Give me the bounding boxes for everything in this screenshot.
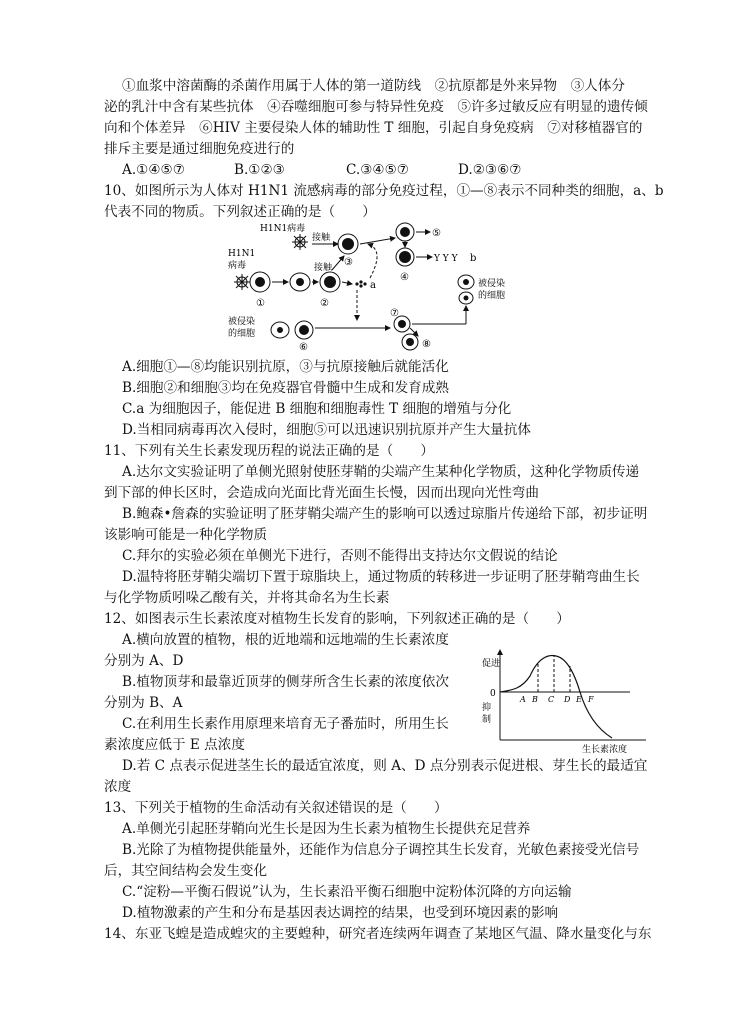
cell-8-number: ⑧ [422, 339, 431, 350]
virus-top-icon [292, 234, 308, 250]
cell-5 [396, 223, 414, 241]
cell-1-number: ① [256, 298, 265, 309]
q9-line-4: 排斥主要是通过细胞免疫进行的 [104, 141, 295, 157]
q11-line-6: D.温特将胚芽鞘尖端切下置于琼脂块上，通过物质的转移进一步证明了胚芽鞘弯曲生长 [122, 569, 640, 585]
q9-line-2: 泌的乳汁中含有某些抗体 ④吞噬细胞可参与特异性免疫 ⑤许多过敏反应有明显的遗传倾 [104, 99, 648, 115]
q12-line-3: B.植物顶芽和最靠近顶芽的侧芽所含生长素的浓度依次 [122, 674, 449, 690]
q12-line-5: C.在利用生长素作用原理来培育无子番茄时，所用生长 [122, 716, 449, 732]
graph-point-a: A [520, 695, 526, 704]
q9-option-a: A.①④⑤⑦ [122, 162, 185, 178]
q9-option-b: B.①②③ [234, 162, 285, 178]
cell-3 [338, 234, 358, 254]
q10-option-b: B.细胞②和细胞③均在免疫器官骨髓中生成和发育成熟 [122, 380, 449, 396]
infected-cell-label-1: 被侵染 [228, 317, 256, 327]
cell-2-number: ② [320, 298, 329, 309]
virus-top-label: H1N1病毒 [260, 224, 306, 234]
infected-cell-left [271, 322, 289, 338]
cell-6-number: ⑥ [299, 342, 308, 353]
graph-curve [500, 656, 612, 738]
q12-line-4: 分别为 B、A [104, 695, 183, 711]
infected-cell-label-3: 被侵染 [478, 279, 506, 289]
q13-line-1: A.单侧光引起胚芽鞘向光生长是因为生长素为植物生长提供充足营养 [122, 821, 531, 837]
q11-line-5: C.拜尔的实验必须在单侧光下进行，否则不能得出支持达尔文假说的结论 [122, 548, 558, 564]
cell-7-number: ⑦ [390, 308, 399, 319]
infected-cell-right [458, 275, 474, 304]
cell-process-shape [290, 273, 310, 291]
auxin-concentration-graph [478, 640, 653, 755]
q11-line-2: 到下部的伸长区时，会造成向光面比背光面生长慢，因而出现向光性弯曲 [104, 485, 539, 501]
antibody-marks: Y Y Y [434, 254, 458, 264]
graph-zero-label: 0 [490, 689, 496, 699]
cell-1 [250, 272, 270, 292]
q9-line-1: ①血浆中溶菌酶的杀菌作用属于人体的第一道防线 ②抗原都是外来异物 ③人体分 [122, 78, 625, 94]
substance-a-dots [355, 280, 366, 287]
q12-line-1: A.横向放置的植物，根的近地端和远地端的生长素浓度 [122, 632, 449, 648]
q10-option-a: A.细胞①—⑧均能识别抗原，③与抗原接触后就能活化 [122, 359, 449, 375]
virus-left-label-2: 病毒 [228, 261, 247, 271]
graph-point-d: D [564, 695, 571, 704]
q14-stem: 14、东亚飞蝗是造成蝗灾的主要蝗种，研究者连续两年调查了某地区气温、降水量变化与东 [104, 926, 652, 942]
infected-cell-label-2: 的细胞 [228, 329, 256, 339]
q11-stem: 11、下列有关生长素发现历程的说法正确的是（ ） [104, 443, 434, 459]
q12-stem: 12、如图表示生长素浓度对植物生长发育的影响，下列叙述正确的是（ ） [104, 611, 570, 627]
virus-left-label-1: H1N1 [228, 249, 256, 259]
q13-line-2: B.光除了为植物提供能量外，还能作为信息分子调控其生长发育，光敏色素接受光信号 [122, 842, 640, 858]
q11-line-3: B.鲍森•詹森的实验证明了胚芽鞘尖端产生的影响可以透过琼脂片传递给下部，初步证明 [122, 506, 648, 522]
cell-8 [402, 334, 418, 350]
q9-options [122, 160, 682, 180]
cell-6 [295, 321, 313, 339]
cell-3-number: ③ [344, 257, 353, 268]
q10-option-c: C.a 为细胞因子，能促进 B 细胞和细胞毒性 T 细胞的增殖与分化 [122, 401, 512, 417]
graph-point-c: C [548, 695, 555, 704]
q12-line-2: 分别为 A、D [104, 653, 184, 669]
q11-line-1: A.达尔文实验证明了单侧光照射使胚芽鞘的尖端产生某种化学物质，这种化学物质传递 [122, 464, 640, 480]
q10-stem-2: 代表不同的物质。下列叙述正确的是（ ） [104, 204, 376, 220]
graph-x-label: 生长素浓度 [582, 745, 628, 755]
graph-y-top-label: 促进 [482, 659, 501, 669]
graph-point-b: B [532, 695, 538, 704]
cell-4 [396, 248, 414, 266]
graph-y-bottom-label-1: 抑 [482, 703, 492, 713]
q11-line-4: 该影响可能是一种化学物质 [104, 527, 268, 543]
infected-cell-label-4: 的细胞 [478, 291, 506, 301]
q13-line-5: D.植物激素的产生和分布是基因表达调控的结果，也受到环境因素的影响 [122, 905, 559, 921]
q9-option-c: C.③④⑤⑦ [346, 162, 409, 178]
contact-label-2: 接触 [314, 263, 333, 273]
cell-4-number: ④ [400, 272, 409, 283]
q9-option-d: D.②③⑥⑦ [458, 162, 522, 178]
q10-option-d: D.当相同病毒再次入侵时，细胞⑤可以迅速识别抗原并产生大量抗体 [122, 422, 531, 438]
substance-a-label: a [370, 280, 376, 291]
q9-line-3: 向和个体差异 ⑥HIV 主要侵染人体的辅助性 T 细胞，引起自身免疫病 ⑦对移植器官的 [104, 120, 643, 136]
virus-left-icon [234, 274, 250, 290]
q11-line-7: 与化学物质吲哚乙酸有关，并将其命名为生长素 [104, 590, 390, 606]
q10-stem-1: 10、如图所示为人体对 H1N1 流感病毒的部分免疫过程，①—⑧表示不同种类的细胞，a、b [104, 183, 664, 199]
cell-5-number: ⑤ [432, 228, 441, 239]
contact-label-1: 接触 [312, 233, 331, 243]
q13-line-3: 后，其空间结构会发生变化 [104, 863, 268, 879]
cell-2 [320, 272, 340, 292]
q12-line-7: D.若 C 点表示促进茎生长的最适宜浓度，则 A、D 点分别表示促进根、芽生长的最适宜 [122, 758, 648, 774]
substance-b-label: b [470, 253, 477, 264]
q13-stem: 13、下列关于植物的生命活动有关叙述错误的是（ ） [104, 800, 448, 816]
immune-process-diagram [220, 220, 520, 355]
q12-line-8: 浓度 [104, 779, 132, 795]
graph-y-bottom-label-2: 制 [482, 715, 492, 725]
graph-point-e: E [576, 695, 582, 704]
q12-line-6: 素浓度应低于 E 点浓度 [104, 737, 245, 753]
graph-point-f: F [588, 695, 594, 704]
q13-line-4: C.“淀粉—平衡石假说”认为，生长素沿平衡石细胞中淀粉体沉降的方向运输 [122, 884, 572, 900]
